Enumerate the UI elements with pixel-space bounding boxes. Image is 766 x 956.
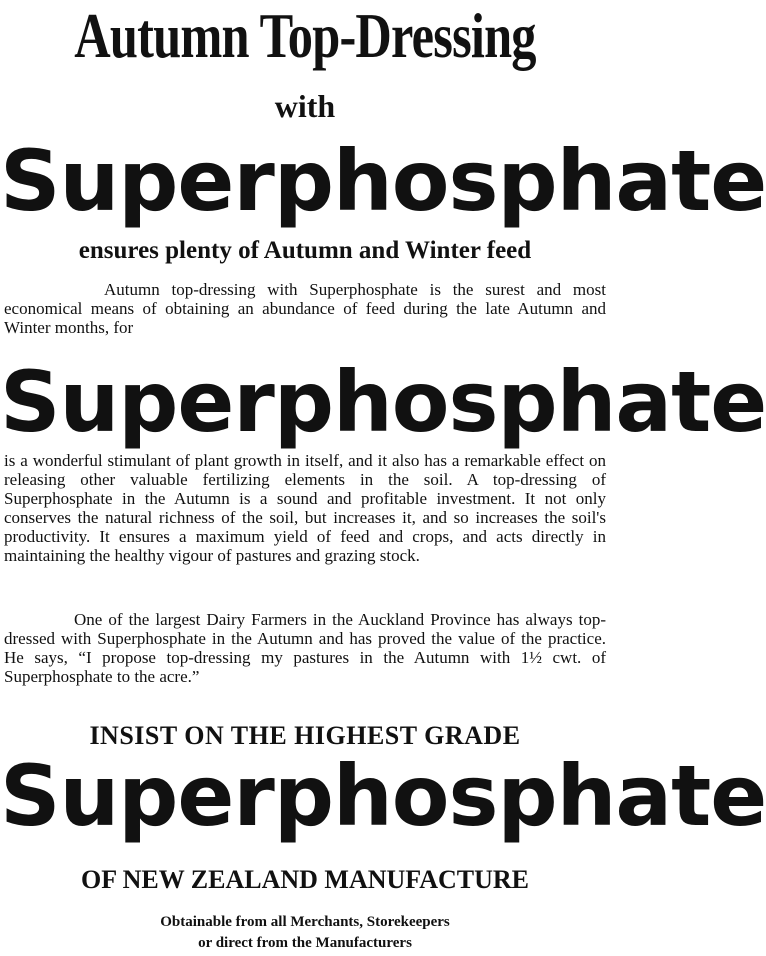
availability-line-2: or direct from the Manufacturers <box>198 935 412 951</box>
brand-title-middle: Superphosphate <box>0 353 766 451</box>
origin-line: OF NEW ZEALAND MANUFACTURE <box>80 865 530 894</box>
availability-line-1: Obtainable from all Merchants, Storekeepers <box>160 914 450 930</box>
paragraph-testimonial: One of the largest Dairy Farmers in the Auckland Province has always top-dressed with Superphosphate in the Autumn and has proved the value of the practice. He says, “I propose top-dressing my pastures in the Autumn with 1½ cwt. of Superphosphate to the acre.” <box>4 610 606 686</box>
paragraph-intro: Autumn top-dressing with Superphosphate is the surest and most economical means of obtaining an abundance of feed during the late Autumn and Winter months, for <box>4 280 606 337</box>
brand-title-top: Superphosphate <box>0 132 766 230</box>
headline-with: with <box>274 88 336 124</box>
brand-title-bottom: Superphosphate <box>0 747 766 845</box>
subheadline: ensures plenty of Autumn and Winter feed <box>78 237 532 264</box>
insist-heading: INSIST ON THE HIGHEST GRADE <box>89 721 521 750</box>
headline: Autumn Top-Dressing <box>74 1 536 71</box>
availability-note <box>0 912 610 954</box>
paragraph-benefits: is a wonderful stimulant of plant growth in itself, and it also has a remarkable effect on releasing other valuable fertilizing elements in the soil. A top-dressing of Superphosphate in the Autumn is a sound and profitable investment. It not only conserves the natural richness of the soil, but increases it, and so increases the soil's productivity. It ensures a maximum yield of feed and crops, and acts directly in maintaining the healthy vigour of pastures and grazing stock. <box>4 451 606 565</box>
